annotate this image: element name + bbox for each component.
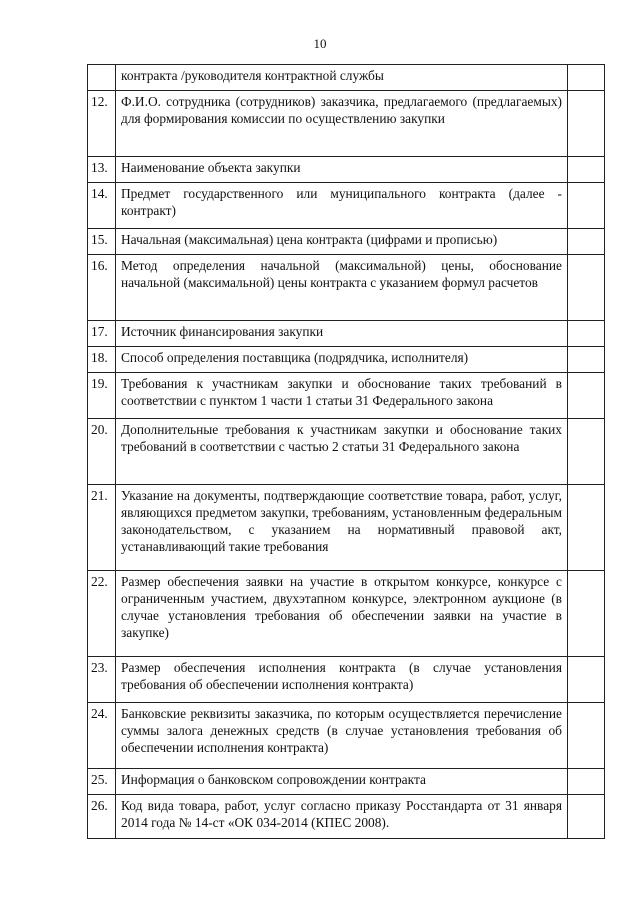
table-row: [88, 157, 605, 183]
table-row: [88, 795, 605, 839]
row-value-cell: [568, 65, 605, 91]
row-number: [88, 65, 116, 91]
row-number: 20.: [88, 419, 116, 485]
row-number: 19.: [88, 373, 116, 419]
table-row: [88, 91, 605, 157]
row-number: 12.: [88, 91, 116, 157]
row-value-cell: [568, 703, 605, 769]
row-number: 24.: [88, 703, 116, 769]
row-value-cell: [568, 347, 605, 373]
row-value-cell: [568, 485, 605, 571]
row-number: 15.: [88, 229, 116, 255]
table-row: [88, 321, 605, 347]
row-number: 21.: [88, 485, 116, 571]
row-text: Размер обеспечения заявки на участие в открытом конкурсе, конкурсе с ограниченным участием, двухэтапном конкурсе, электронном аукционе (в случае установления требования об обеспечении заявки на участие в закупке): [116, 571, 568, 657]
row-text: Указание на документы, подтверждающие соответствие товара, работ, услуг, являющихся предметом закупки, требованиям, установленным федеральным законодательством, с указанием на нормативный правовой акт, устанавливающий такие требования: [116, 485, 568, 571]
row-text: контракта /руководителя контрактной службы: [116, 65, 568, 91]
table-row: [88, 255, 605, 321]
requirements-table: [87, 64, 605, 839]
row-number: 18.: [88, 347, 116, 373]
row-text: Источник финансирования закупки: [116, 321, 568, 347]
row-value-cell: [568, 255, 605, 321]
row-text: Размер обеспечения исполнения контракта (в случае установления требования об обеспечении исполнения контракта): [116, 657, 568, 703]
row-value-cell: [568, 769, 605, 795]
row-text: Наименование объекта закупки: [116, 157, 568, 183]
row-value-cell: [568, 157, 605, 183]
row-text: Дополнительные требования к участникам закупки и обоснование таких требований в соответствии с частью 2 статьи 31 Федерального закона: [116, 419, 568, 485]
row-value-cell: [568, 657, 605, 703]
row-text: Информация о банковском сопровождении контракта: [116, 769, 568, 795]
row-value-cell: [568, 795, 605, 839]
row-value-cell: [568, 321, 605, 347]
row-value-cell: [568, 183, 605, 229]
row-text: Способ определения поставщика (подрядчика, исполнителя): [116, 347, 568, 373]
row-number: 16.: [88, 255, 116, 321]
table-row: [88, 347, 605, 373]
row-number: 13.: [88, 157, 116, 183]
table-row: [88, 183, 605, 229]
row-number: 17.: [88, 321, 116, 347]
row-value-cell: [568, 373, 605, 419]
row-text: Требования к участникам закупки и обоснование таких требований в соответствии с пунктом 1 части 1 статьи 31 Федерального закона: [116, 373, 568, 419]
row-text: Начальная (максимальная) цена контракта (цифрами и прописью): [116, 229, 568, 255]
page-number: 10: [313, 36, 327, 51]
table-row: [88, 769, 605, 795]
row-value-cell: [568, 91, 605, 157]
table-row: [88, 703, 605, 769]
row-number: 14.: [88, 183, 116, 229]
row-number: 25.: [88, 769, 116, 795]
table-row: [88, 571, 605, 657]
row-text: Метод определения начальной (максимальной) цены, обоснование начальной (максимальной) цены контракта с указанием формул расчетов: [116, 255, 568, 321]
row-number: 22.: [88, 571, 116, 657]
row-number: 23.: [88, 657, 116, 703]
table-row: [88, 65, 605, 91]
row-value-cell: [568, 419, 605, 485]
row-text: Ф.И.О. сотрудника (сотрудников) заказчика, предлагаемого (предлагаемых) для формирования комиссии по осуществлению закупки: [116, 91, 568, 157]
row-value-cell: [568, 229, 605, 255]
row-number: 26.: [88, 795, 116, 839]
row-text: Предмет государственного или муниципального контракта (далее - контракт): [116, 183, 568, 229]
row-text: Банковские реквизиты заказчика, по которым осуществляется перечисление суммы залога денежных средств (в случае установления требования об обеспечении исполнения контракта): [116, 703, 568, 769]
table-row: [88, 485, 605, 571]
table-row: [88, 373, 605, 419]
row-value-cell: [568, 571, 605, 657]
table-row: [88, 657, 605, 703]
row-text: Код вида товара, работ, услуг согласно приказу Росстандарта от 31 января 2014 года № 14-ст «ОК 034-2014 (КПЕС 2008).: [116, 795, 568, 839]
table-row: [88, 419, 605, 485]
table-row: [88, 229, 605, 255]
